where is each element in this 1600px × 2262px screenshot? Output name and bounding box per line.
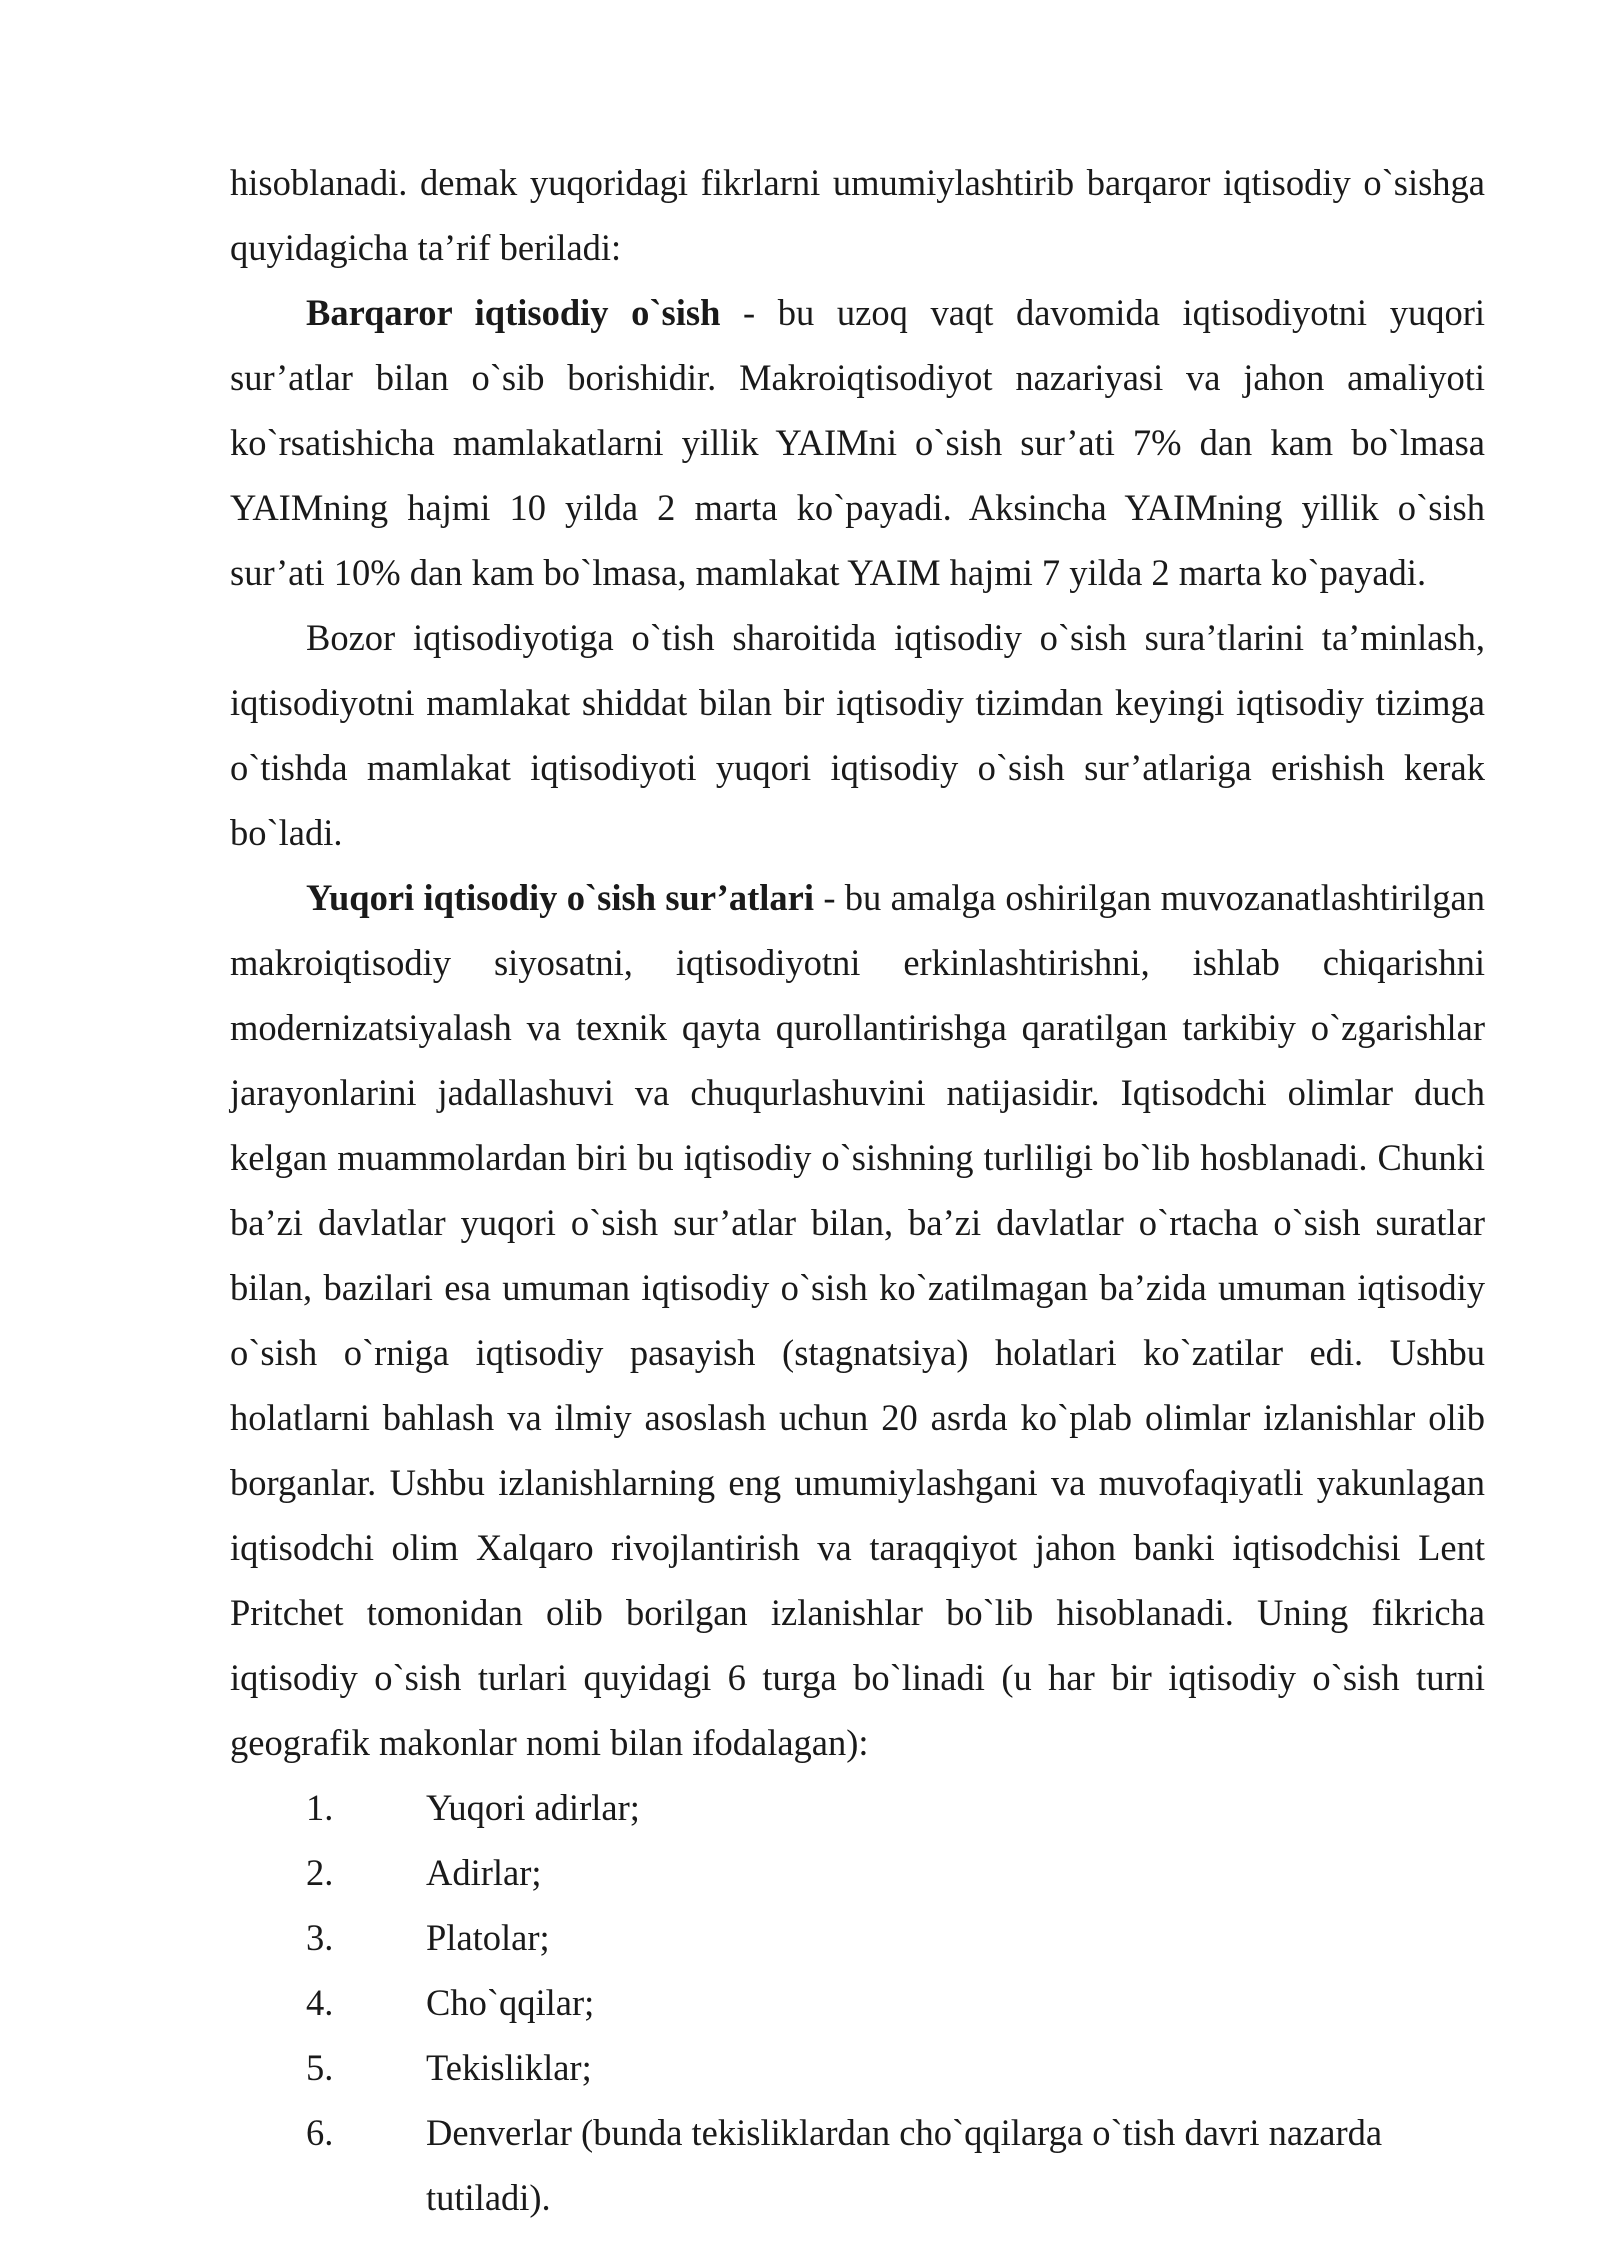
paragraph-text: - bu amalga oshirilgan muvozanatlashtirilgan makroiqtisodiy siyosatni, iqtisodiyotni erkinlashtirishni, ishlab chiqarishni modernizatsiyalash va texnik qayta qurollantirishga qaratilgan tarkibiy o`zgarishlar jarayonlarini jadallashuvi va chuqurlashuvini natijasidir. Iqtisodchi olimlar duch kelgan muammolardan biri bu iqtisodiy o`sishning turliligi bo`lib hosblanadi. Chunki ba’zi davlatlar yuqori o`sish sur’atlar bilan, ba’zi davlatlar o`rtacha o`sish suratlar bilan, bazilari esa umuman iqtisodiy o`sish ko`zatilmagan ba’zida umuman iqtisodiy o`sish o`rniga iqtisodiy pasayish (stagnatsiya) holatlari ko`zatilar edi. Ushbu holatlarni bahlash va ilmiy asoslash uchun 20 asrda ko`plab olimlar izlanishlar olib borganlar. Ushbu izlanishlarning eng umumiylashgani va muvofaqiyatli yakunlagan iqtisodchi olim Xalqaro rivojlantirish va taraqqiyot jahon banki iqtisodchisi Lent Pritchet tomonidan olib borilgan izlanishlar bo`lib hisoblanadi. Uning fikricha iqtisodiy o`sish turlari quyidagi 6 turga bo`linadi (u har bir iqtisodiy o`sish turni geografik makonlar nomi bilan ifodalagan): xyxy=(230,877,1485,1763)
list-number: 6. xyxy=(306,2112,334,2153)
list-number: 1. xyxy=(306,1787,334,1828)
list-text: Tekisliklar; xyxy=(426,2047,592,2088)
list-number: 2. xyxy=(306,1852,334,1893)
paragraph-market-transition xyxy=(230,605,1485,865)
list-item xyxy=(230,1775,1485,1840)
list-item xyxy=(230,1840,1485,1905)
list-text: Platolar; xyxy=(426,1917,550,1958)
list-text: Yuqori adirlar; xyxy=(426,1787,640,1828)
list-item xyxy=(230,2035,1485,2100)
list-item xyxy=(230,2100,1485,2218)
list-number: 5. xyxy=(306,2047,334,2088)
list-item xyxy=(230,1970,1485,2035)
paragraph-text: hisoblanadi. demak yuqoridagi fikrlarni umumiylashtirib barqaror iqtisodiy o`sishga quyidagicha ta’rif beriladi: xyxy=(230,162,1485,268)
list-text: Cho`qqilar; xyxy=(426,1982,595,2023)
term-heading: Yuqori iqtisodiy o`sish sur’atlari xyxy=(306,877,814,918)
paragraph-text: - bu uzoq vaqt davomida iqtisodiyotni yuqori sur’atlar bilan o`sib borishidir. Makroiqtisodiyot nazariyasi va jahon amaliyoti ko`rsatishicha mamlakatlarni yillik YAIMni o`sish sur’ati 7% dan kam bo`lmasa YAIMning hajmi 10 yilda 2 marta ko`payadi. Aksincha YAIMning yillik o`sish sur’ati 10% dan kam bo`lmasa, mamlakat YAIM hajmi 7 yilda 2 marta ko`payadi. xyxy=(230,292,1485,593)
paragraph-sustainable-growth xyxy=(230,280,1485,605)
paragraph-intro xyxy=(230,150,1485,280)
list-number: 4. xyxy=(306,1982,334,2023)
list-number: 3. xyxy=(306,1917,334,1958)
term-heading: Barqaror iqtisodiy o`sish xyxy=(306,292,721,333)
growth-types-list xyxy=(230,1775,1485,2218)
list-item xyxy=(230,1905,1485,1970)
paragraph-text: Bozor iqtisodiyotiga o`tish sharoitida iqtisodiy o`sish sura’tlarini ta’minlash, iqtisodiyotni mamlakat shiddat bilan bir iqtisodiy tizimdan keyingi iqtisodiy tizimga o`tishda mamlakat iqtisodiyoti yuqori iqtisodiy o`sish sur’atlariga erishish kerak bo`ladi. xyxy=(230,617,1485,853)
paragraph-high-growth-rates xyxy=(230,865,1485,1775)
document-page xyxy=(230,150,1485,2218)
list-text: Adirlar; xyxy=(426,1852,542,1893)
list-text: Denverlar (bunda tekisliklardan cho`qqilarga o`tish davri nazarda tutiladi). xyxy=(426,2112,1383,2218)
